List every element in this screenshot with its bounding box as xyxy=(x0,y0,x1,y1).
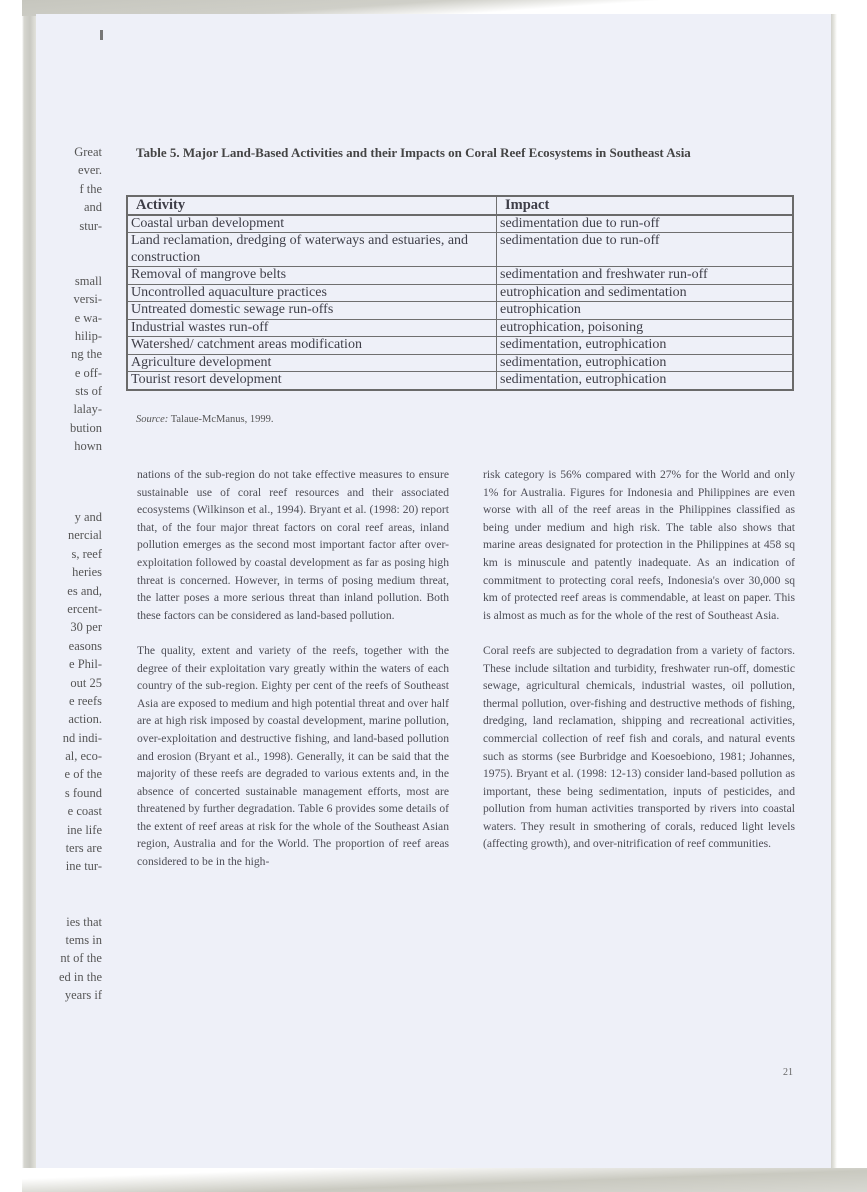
page-right-edge xyxy=(831,14,867,1172)
sliver-line: easons xyxy=(68,638,102,653)
sliver-line: e wa- xyxy=(74,310,102,325)
sliver-line: nd indi- xyxy=(62,730,102,745)
sliver-line: out 25 xyxy=(70,675,102,690)
sliver-line: nercial xyxy=(67,528,102,543)
paragraph: risk category is 56% compared with 27% for the World and only 1% for Australia. Figures for Indonesia and Philippines are even worse with all of the reef areas in the Philippines classified as being under medium and high risk. The table also shows that marine areas designated for protection in the Philippines at 458 sq km is minuscule and patently inadequate. As an indication of commitment to protecting coral reefs, Indonesia's over 30,000 sq km of protected reef areas is commendable, at least on paper. This is almost as much as for the whole of the rest of Southeast Asia. xyxy=(483,468,795,622)
source-label: Source: xyxy=(136,414,169,425)
sliver-line: tems in xyxy=(65,932,102,947)
table-row xyxy=(127,267,793,285)
sliver-line: hown xyxy=(74,439,102,454)
table-row xyxy=(127,302,793,320)
sliver-line: e of the xyxy=(64,767,102,782)
activity-cell: Coastal urban development xyxy=(127,215,497,233)
activity-cell: Watershed/ catchment areas modification xyxy=(127,337,497,355)
impact-cell: sedimentation, eutrophication xyxy=(497,372,794,390)
sliver-line: small xyxy=(74,273,102,288)
table-row xyxy=(127,284,793,302)
sliver-line: hilip- xyxy=(74,328,102,343)
impact-cell: eutrophication, poisoning xyxy=(497,319,794,337)
sliver-line: action. xyxy=(68,712,102,727)
sliver-line xyxy=(42,253,102,271)
sliver-line: y and xyxy=(74,510,102,524)
sliver-line xyxy=(42,876,102,894)
impacts-table xyxy=(126,195,794,391)
impact-cell: sedimentation, eutrophication xyxy=(497,337,794,355)
activity-cell: Untreated domestic sewage run-offs xyxy=(127,302,497,320)
sliver-line: versi- xyxy=(73,292,102,307)
activity-cell: Removal of mangrove belts xyxy=(127,267,497,285)
sliver-line xyxy=(42,894,102,912)
sliver-line: 30 per xyxy=(70,620,102,635)
impact-cell: sedimentation due to run-off xyxy=(497,233,794,267)
activity-cell: Land reclamation, dredging of waterways and estuaries, and construction xyxy=(127,233,497,267)
table-caption: Table 5. Major Land-Based Activities and their Impacts on Coral Reef Ecosystems in Southeast Asia xyxy=(136,145,691,160)
sliver-line: e Phil- xyxy=(69,657,102,672)
sliver-line: ever. xyxy=(78,163,102,178)
paragraph: The quality, extent and variety of the reefs, together with the degree of their exploitation vary greatly within the waters of each country of the sub-region. Eighty per cent of the reefs of Southeast Asia are exposed to medium and high potential threat and over half are at high risk imposed by coastal development, marine pollution, over-exploitation and destructive fishing, and land-based pollution and erosion (Bryant et al., 1998). Generally, it can be said that the majority of these reefs are degraded to various extents and, in the absence of concerted sustainable management efforts, most are threatened by further degradation. Table 6 provides some details of the extent of reef areas at risk for the whole of the Southeast Asian region, Australia and for the World. The proportion of reef areas considered to be in the high- xyxy=(137,643,449,869)
activity-cell: Agriculture development xyxy=(127,354,497,372)
sliver-line: bution xyxy=(70,420,102,435)
sliver-line: sts of xyxy=(75,384,102,399)
paragraph: Coral reefs are subjected to degradation from a variety of factors. These include siltation and turbidity, freshwater run-off, domestic sewage, agricultural chemicals, industrial wastes, oil pollution, thermal pollution, over-fishing and destructive methods of fishing, dredging, land reclamation, shipping and recreational activities, commercial collection of reef fish and corals, and natural events such as storms (see Burbridge and Koesoebiono, 1981; Johannes, 1975). Bryant et al. (1998: 12-13) consider land-based pollution as important, these being sedimentation, inputs of pesticides, and pollution from human activities transported by rivers into coastal waters. They result in smothering of corals, reduced light levels (affecting growth), and over-nitrification of reef communities. xyxy=(483,643,795,851)
table-row xyxy=(127,233,793,267)
table-row xyxy=(127,319,793,337)
table-row xyxy=(127,354,793,372)
impact-cell: sedimentation due to run-off xyxy=(497,215,794,233)
sliver-line: es and, xyxy=(67,583,102,598)
scan-mark xyxy=(100,30,103,40)
sliver-line: ed in the xyxy=(58,969,102,984)
sliver-line: s found xyxy=(64,785,102,800)
column-header-activity: Activity xyxy=(127,196,497,215)
sliver-line: e off- xyxy=(74,365,102,380)
table-row xyxy=(127,337,793,355)
sliver-line: f the xyxy=(79,181,102,196)
sliver-line: heries xyxy=(72,565,102,580)
impact-cell: sedimentation, eutrophication xyxy=(497,354,794,372)
impact-cell: eutrophication xyxy=(497,302,794,320)
adjacent-page-edge xyxy=(0,0,36,1192)
sliver-line: ine tur- xyxy=(65,859,102,874)
sliver-line: years if xyxy=(64,988,102,1003)
sliver-line: e coast xyxy=(67,804,102,819)
sliver-line: ies that xyxy=(66,914,102,929)
table-header-row xyxy=(127,196,793,215)
table-row xyxy=(127,372,793,390)
facing-page-text-bottom xyxy=(42,508,102,1005)
source-citation: Talaue-McManus, 1999. xyxy=(170,414,274,425)
sliver-line: s, reef xyxy=(71,546,102,561)
sliver-line: stur- xyxy=(79,218,102,233)
impact-cell: eutrophication and sedimentation xyxy=(497,284,794,302)
activity-cell: Industrial wastes run-off xyxy=(127,319,497,337)
activity-cell: Tourist resort development xyxy=(127,372,497,390)
sliver-line: e reefs xyxy=(69,693,102,708)
body-column-left xyxy=(137,466,449,888)
page-bottom-edge xyxy=(22,1168,867,1192)
sliver-line: ine life xyxy=(66,822,102,837)
sliver-line: ercent- xyxy=(67,601,102,616)
sliver-line: Great xyxy=(74,145,102,159)
activity-cell: Uncontrolled aquaculture practices xyxy=(127,284,497,302)
table-source xyxy=(136,414,273,425)
column-header-impact: Impact xyxy=(497,196,794,215)
sliver-line: nt of the xyxy=(60,951,102,966)
body-column-right xyxy=(483,466,795,871)
sliver-line xyxy=(42,235,102,253)
impact-cell: sedimentation and freshwater run-off xyxy=(497,267,794,285)
sliver-line: ters are xyxy=(65,841,102,856)
sliver-line: ng the xyxy=(71,347,102,362)
table-row xyxy=(127,215,793,233)
sliver-line: and xyxy=(83,200,102,215)
facing-page-text-top xyxy=(42,143,102,456)
sliver-line: lalay- xyxy=(73,402,102,417)
page-number: 21 xyxy=(783,1067,793,1078)
paragraph: nations of the sub-region do not take effective measures to ensure sustainable use of coral reef resources and their associated ecosystems (Wilkinson et al., 1994). Bryant et al. (1998: 20) report that, of the four major threat factors on coral reef areas, inland pollution emerges as the second most important factor after over-exploitation followed by coastal development as far as posing high threat is concerned. However, in terms of posing medium threat, the latter poses a more serious threat than inland pollution. Both these factors can be considered as land-based pollution. xyxy=(137,468,449,622)
sliver-line: al, eco- xyxy=(65,749,102,764)
